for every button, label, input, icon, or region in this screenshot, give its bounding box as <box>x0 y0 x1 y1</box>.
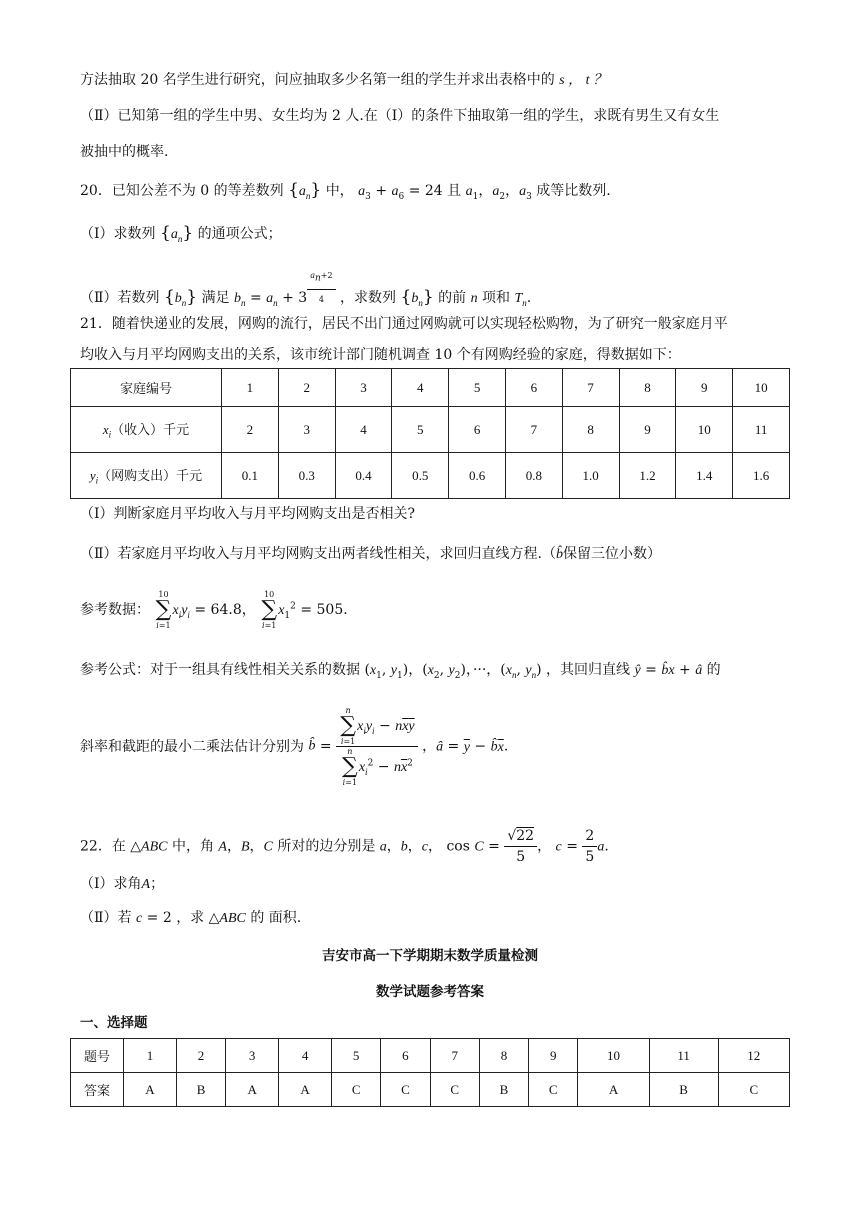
q22-stem: 22．在 △ABC 中，角 A，B，C 所对的边分别是 a，b，c， cos C = $\frac{√22}{5}$ ， c = $\frac{2}{5}$ a. <box>80 828 609 865</box>
q21-row-x <box>71 407 790 453</box>
table-cell: 0.4 <box>335 453 392 499</box>
table-cell: 7 <box>430 1039 479 1073</box>
answer-row-numbers <box>71 1039 790 1073</box>
table-cell: 2 <box>222 407 279 453</box>
table-cell: 5 <box>332 1039 381 1073</box>
q20-part1: （Ⅰ）求数列 $\{a_n\}$ 的通项公式； <box>80 223 282 244</box>
q22-part1: （Ⅰ）求角A； <box>80 876 165 892</box>
q21-row-ids <box>71 369 790 407</box>
table-cell: 1.4 <box>676 453 733 499</box>
table-cell: 0.8 <box>505 453 562 499</box>
b-hat-fraction: n ∑ i=1 $x_iy_i - n\overline{x}\overline{y}$ n ∑ i=1 $x_i^2 - n\overline{x}^2$ <box>336 706 418 787</box>
table-cell: 8 <box>562 407 619 453</box>
q21-row-y <box>71 453 790 499</box>
table-cell: C <box>718 1073 789 1107</box>
table-cell: A <box>124 1073 177 1107</box>
answer-row-choices <box>71 1073 790 1107</box>
answers-title: 吉安市高一下学期期末数学质量检测 <box>322 948 538 964</box>
table-cell: 0.6 <box>449 453 506 499</box>
table-cell: C <box>381 1073 430 1107</box>
q19-vars: s ， t ？ <box>559 73 608 88</box>
table-cell: 3 <box>335 369 392 407</box>
q21-stem-line2: 均收入与月平均网购支出的关系，该市统计部门随机调查 10 个有网购经验的家庭，得数据如下： <box>80 347 681 363</box>
table-cell: 0.1 <box>222 453 279 499</box>
q21-ref-data: 参考数据： 10 ∑ i=1 $x_iy_i = 64.8$， 10 ∑ i=1 $x_1^2 = 505$. <box>80 590 348 630</box>
table-cell: 4 <box>279 1039 332 1073</box>
table-cell: 2 <box>278 369 335 407</box>
q21-stem-line1: 21．随着快递业的发展，网购的流行，居民不出门通过网购就可以实现轻松购物，为了研究一般家庭月平 <box>80 316 728 332</box>
table-cell: 1 <box>124 1039 177 1073</box>
table-cell: 6 <box>381 1039 430 1073</box>
table-cell: 11 <box>649 1039 718 1073</box>
q21-header-label: 家庭编号 <box>71 369 222 407</box>
table-cell: A <box>226 1073 279 1107</box>
table-cell: 8 <box>619 369 676 407</box>
table-cell: 1.0 <box>562 453 619 499</box>
table-cell: 6 <box>449 407 506 453</box>
table-cell: 10 <box>733 369 790 407</box>
q19-part2-line2: 被抽中的概率. <box>80 144 169 160</box>
table-cell: 7 <box>505 407 562 453</box>
q20-stem: 20．已知公差不为 0 的等差数列 $\{a_n\}$ 中， $a_3 + a_6 = 24$ 且 $a_1$，$a_2$，$a_3$ 成等比数列. <box>80 180 611 202</box>
table-cell: 2 <box>176 1039 225 1073</box>
table-cell: 9 <box>676 369 733 407</box>
q21-ref-formula-line1: 参考公式：对于一组具有线性相关关系的数据 ($x_1$, $y_1$)，($x_2$, $y_2$)，···，($x_n$, $y_n$) ，其回归直线 ŷ = b̂x + â 的 <box>80 662 721 681</box>
q22-part2: （Ⅱ）若 c = 2 ，求 △ABC 的 面积. <box>80 910 302 926</box>
table-cell: 1 <box>222 369 279 407</box>
table-cell: 9 <box>619 407 676 453</box>
table-cell: B <box>479 1073 528 1107</box>
table-cell: 0.3 <box>278 453 335 499</box>
q19-line1: 方法抽取 20 名学生进行研究，问应抽取多少名第一组的学生并求出表格中的 s ， t ？ <box>80 72 608 88</box>
table-cell: B <box>649 1073 718 1107</box>
table-cell: A <box>578 1073 649 1107</box>
answer-table <box>70 1038 790 1107</box>
table-cell: C <box>529 1073 578 1107</box>
row-label: 答案 <box>71 1073 124 1107</box>
row-label: 题号 <box>71 1039 124 1073</box>
q19-part2-line1: （Ⅱ）已知第一组的学生中男、女生均为 2 人.在（Ⅰ）的条件下抽取第一组的学生，求既有男生又有女生 <box>80 108 720 124</box>
table-cell: A <box>279 1073 332 1107</box>
table-cell: 9 <box>529 1039 578 1073</box>
table-cell: C <box>430 1073 479 1107</box>
table-cell: C <box>332 1073 381 1107</box>
table-cell: 3 <box>278 407 335 453</box>
q20-part2: （Ⅱ）若数列 $\{b_n\}$ 满足 $b_n = a_n + 3$ $^{\frac{a_n+2}{4}}$ ，求数列 $\{b_n\}$ 的前 n 项和 $T_n$. <box>80 272 531 316</box>
table-cell: 3 <box>226 1039 279 1073</box>
table-cell: 8 <box>479 1039 528 1073</box>
q21-part1: （Ⅰ）判断家庭月平均收入与月平均网购支出是否相关? <box>80 506 416 522</box>
q21-data-table <box>70 368 790 499</box>
table-cell: 10 <box>578 1039 649 1073</box>
table-cell: 10 <box>676 407 733 453</box>
table-cell: 5 <box>449 369 506 407</box>
table-cell: 6 <box>505 369 562 407</box>
table-cell: 5 <box>392 407 449 453</box>
table-cell: 1.6 <box>733 453 790 499</box>
q21-part2: （Ⅱ）若家庭月平均收入与月平均网购支出两者线性相关，求回归直线方程.（b̂保留三位小数） <box>80 546 661 562</box>
table-cell: 1.2 <box>619 453 676 499</box>
table-cell: 4 <box>335 407 392 453</box>
section-heading: 一、选择题 <box>80 1015 148 1031</box>
table-cell: B <box>176 1073 225 1107</box>
table-cell: 12 <box>718 1039 789 1073</box>
q21-ref-formula-line2: 斜率和截距的最小二乘法估计分别为 b̂ = n ∑ i=1 $x_iy_i - n\overline{x}\overline{y}$ n ∑ i=1 $x_i^2 - n\overline{x}^2$ ，â = $\overline{y}$ − $b̂\overline{x}$. <box>80 706 509 787</box>
answers-subtitle: 数学试题参考答案 <box>376 984 484 1000</box>
table-cell: 4 <box>392 369 449 407</box>
q21-y-label: $y_i$（网购支出）千元 <box>71 453 222 499</box>
table-cell: 7 <box>562 369 619 407</box>
table-cell: 0.5 <box>392 453 449 499</box>
table-cell: 11 <box>733 407 790 453</box>
q21-x-label: $x_i$（收入）千元 <box>71 407 222 453</box>
